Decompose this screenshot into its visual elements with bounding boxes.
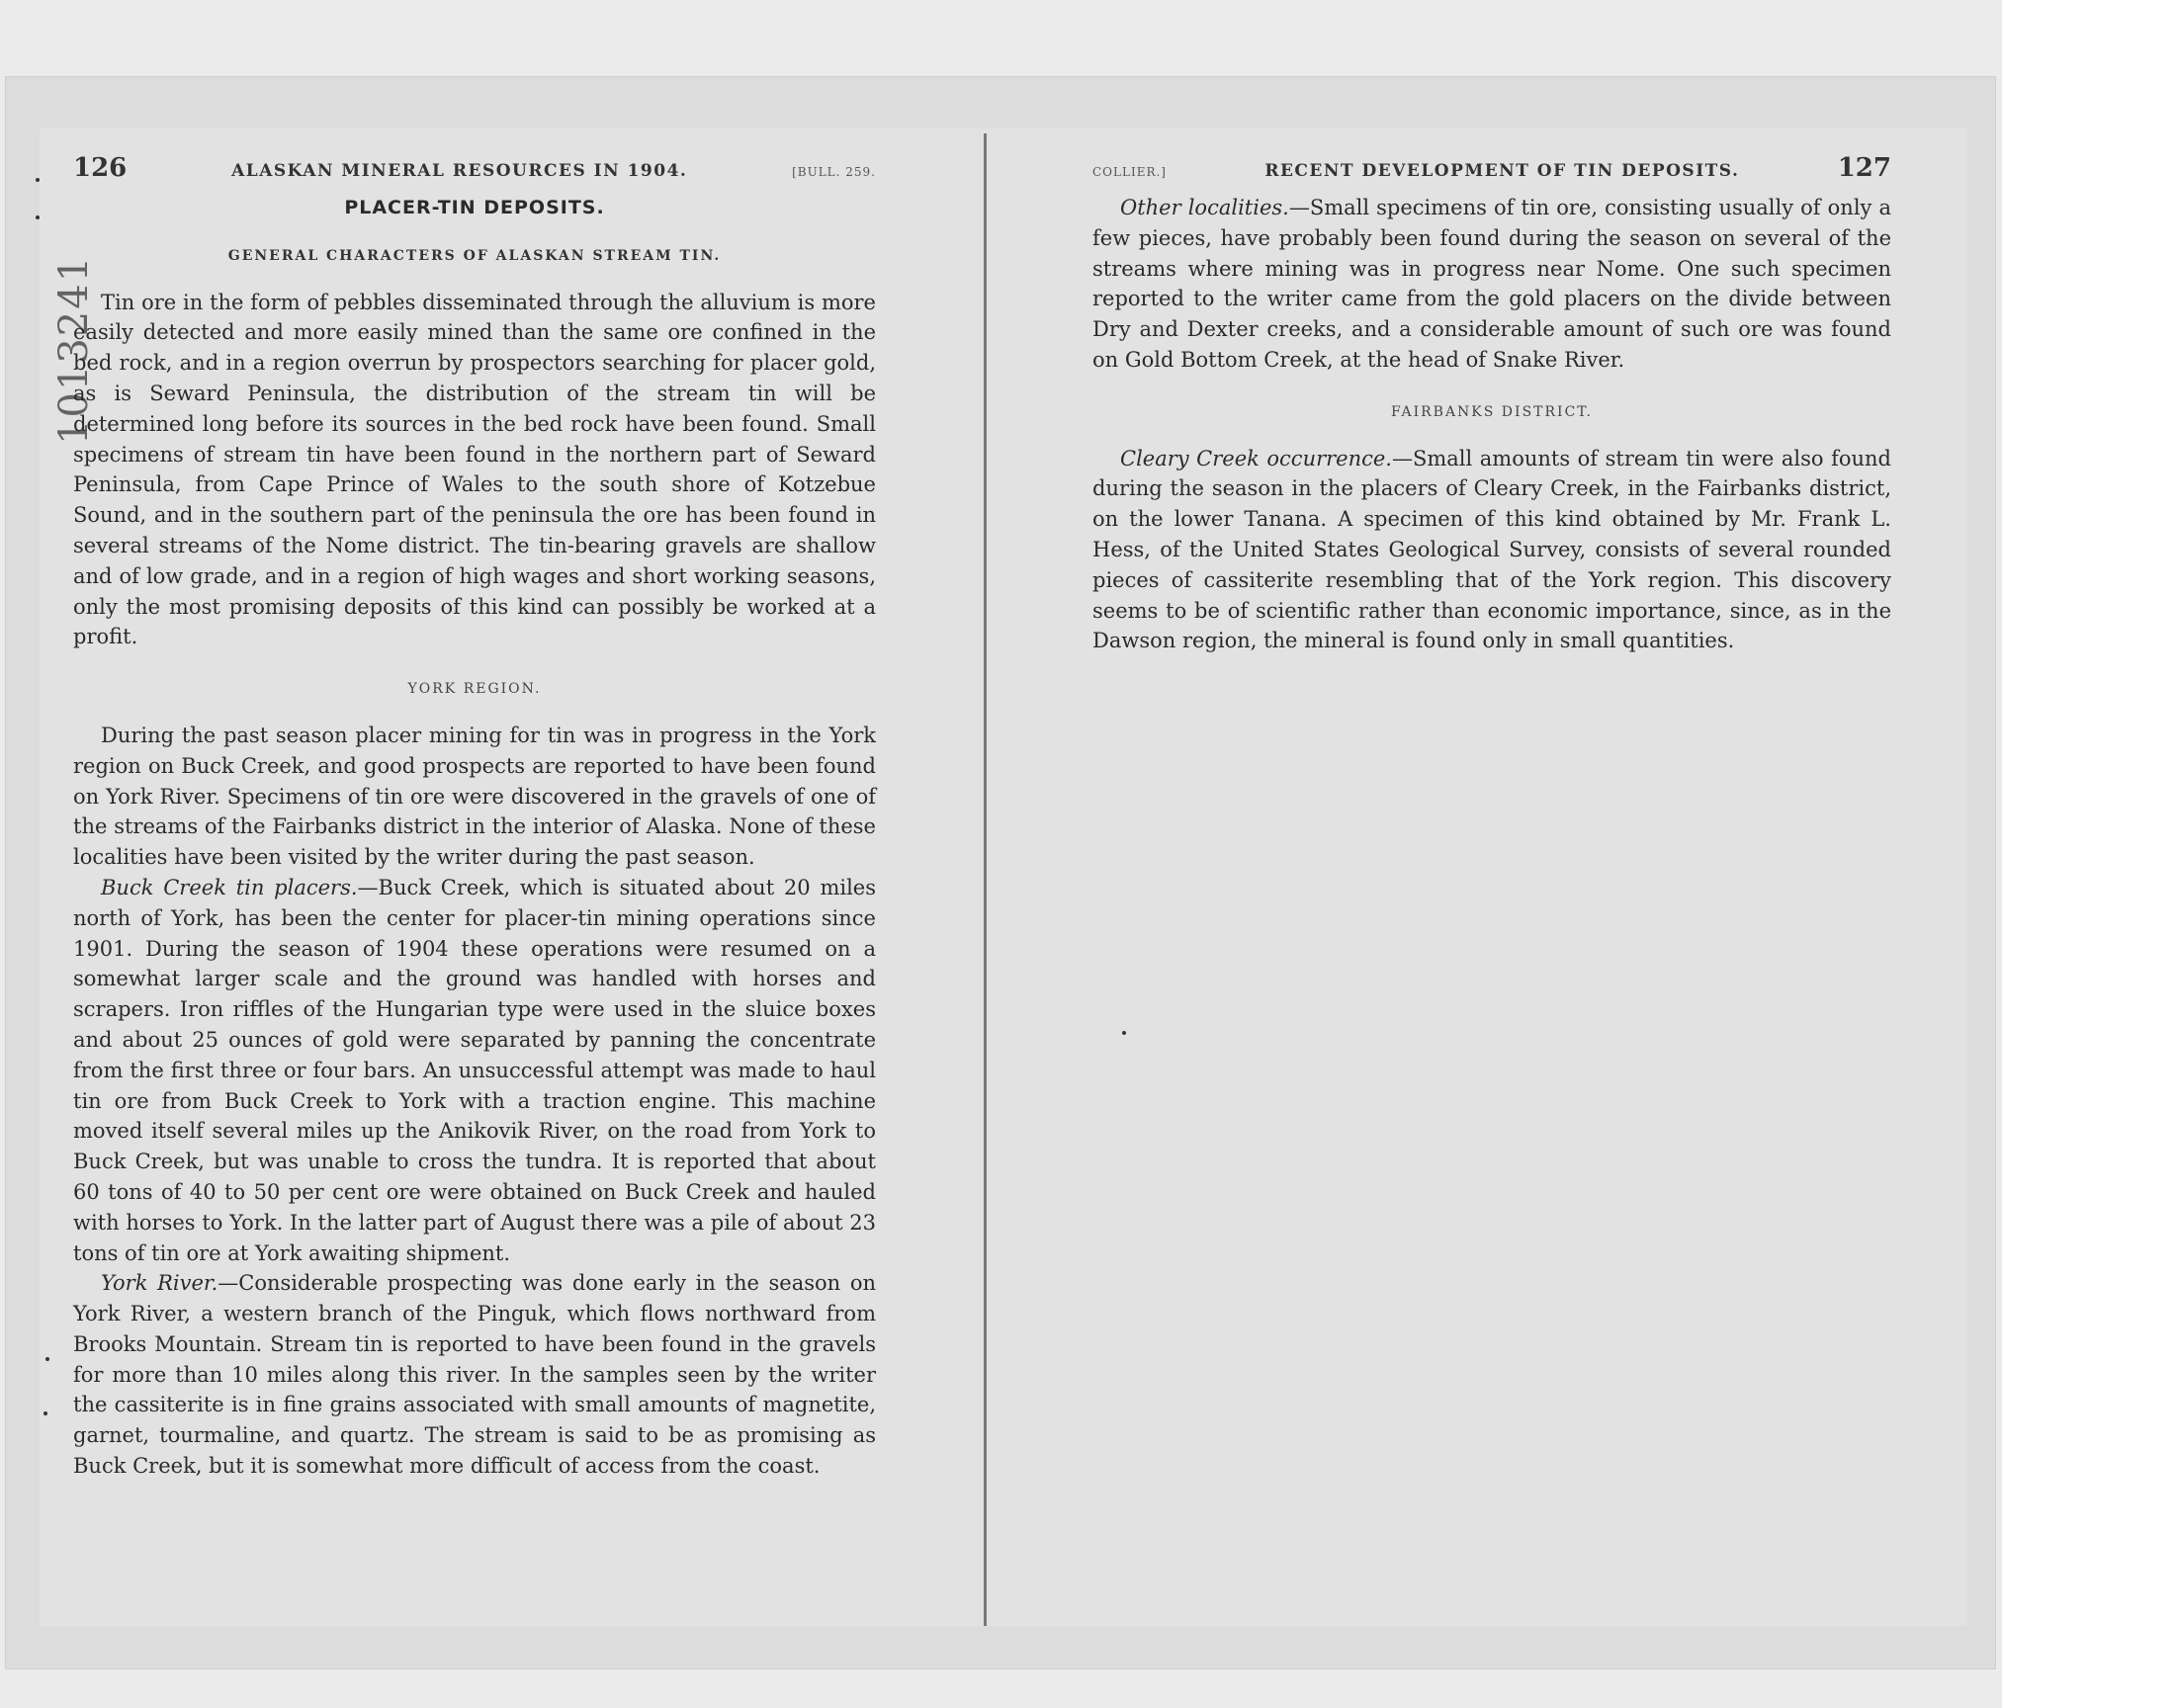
paragraph-cleary-creek (1092, 444, 1891, 657)
running-head-left: ALASKAN MINERAL RESOURCES IN 1904. (231, 161, 688, 181)
paragraph-other-localities (1092, 193, 1891, 376)
subhead-york: YORK REGION. (407, 681, 542, 698)
right-running-header (1092, 153, 1891, 183)
right-page (1092, 153, 1891, 656)
text-other-localities: —Small specimens of tin ore, consisting usually of only a few pieces, have probably been found during the season on several of the streams where mining was in progress near Nome. One such specimen reported to the writer came from the gold placers on the divide between Dry and Dexter creeks, and a considerable amount of such ore was found on Gold Bottom Creek, at the head of Snake River. (1092, 196, 1891, 372)
page-number-left: 126 (73, 153, 128, 183)
margin-handwritten-number: 1013241 (51, 254, 97, 445)
paragraph-york-river (73, 1268, 876, 1482)
lead-cleary-creek: Cleary Creek occurrence. (1120, 446, 1392, 470)
scan-speck (45, 1357, 49, 1361)
left-page (73, 153, 876, 1482)
lead-buck-creek: Buck Creek tin placers. (101, 875, 358, 899)
scan-speck (44, 1411, 47, 1415)
text-buck-creek: —Buck Creek, which is situated about 20 miles north of York, has been the center for placer-tin mining operations since 1901. During the season of 1904 these operations were resumed on a somewhat larger scale and the ground was handled with horses and scrapers. Iron riffles of the Hungarian type were used in the sluice boxes and about 25 ounces of gold were separated by panning the concentrate from the first three or four bars. An unsuccessful attempt was made to haul tin ore from Buck Creek to York with a traction engine. This machine moved itself several miles up the Anikovik River, on the road from York to Buck Creek, but was unable to cross the tundra. It is reported that about 60 tons of 40 to 50 per cent ore were obtained on Buck Creek and hauled with horses to York. In the latter part of August there was a pile of about 23 tons of tin ore at York awaiting shipment. (73, 875, 876, 1265)
text-cleary-creek: —Small amounts of stream tin were also found during the season in the placers of Cleary Creek, in the Fairbanks district, on the lower Tanana. A specimen of this kind obtained by Mr. Frank L. Hess, of the United States Geological Survey, consists of several rounded pieces of cassiterite resembling that of the York region. This discovery seems to be of scientific rather than economic importance, since, as in the Dawson region, the mineral is found only in small quantities. (1092, 446, 1891, 653)
scan-speck (36, 215, 40, 219)
scan-speck (1122, 1031, 1126, 1035)
subhead-general: GENERAL CHARACTERS OF ALASKAN STREAM TIN. (227, 247, 722, 264)
section-title: PLACER-TIN DEPOSITS. (344, 197, 605, 218)
lead-york-river: York River. (101, 1271, 218, 1296)
paragraph-general: Tin ore in the form of pebbles disseminated through the alluvium is more easily detected and more easily mined than the same ore confined in the bed rock, and in a region overrun by prospectors searching for placer gold, as is Seward Peninsula, the distribution of the stream tin will be determined long before its sources in the bed rock have been found. Small specimens of stream tin have been found in the northern part of Seward Peninsula, from Cape Prince of Wales to the south shore of Kotzebue Sound, and in the southern part of the peninsula the ore has been found in several streams of the Nome district. The tin-bearing gravels are shallow and of low grade, and in a region of high wages and short working seasons, only the most promising deposits of this kind can possibly be worked at a profit. (73, 290, 876, 649)
running-note-left: [BULL. 259. (792, 165, 876, 179)
running-note-right: COLLIER.] (1092, 165, 1167, 179)
scan-speck (36, 178, 40, 182)
page-number-right: 127 (1837, 153, 1891, 183)
paragraph-buck-creek (73, 873, 876, 1268)
book-gutter (984, 133, 987, 1626)
lead-other-localities: Other localities. (1120, 196, 1289, 219)
running-head-right: RECENT DEVELOPMENT OF TIN DEPOSITS. (1264, 161, 1740, 181)
left-running-header (73, 153, 876, 183)
paragraph-york-region: During the past season placer mining for tin was in progress in the York region on Buck Creek, and good prospects are reported to have been found on York River. Specimens of tin ore were discovered in the gravels of one of the streams of the Fairbanks district in the interior of Alaska. None of these localities have been visited by the writer during the past season. (73, 723, 876, 870)
blank-strip (2002, 0, 2175, 1708)
text-york-river: —Considerable prospecting was done early in the season on York River, a western branch of the Pinguk, which flows northward from Brooks Mountain. Stream tin is reported to have been found in the gravels for more than 10 miles along this river. In the samples seen by the writer the cassiterite is in fine grains associated with small amounts of magnetite, garnet, tourmaline, and quartz. The stream is said to be as promising as Buck Creek, but it is somewhat more difficult of access from the coast. (73, 1271, 876, 1479)
subhead-fairbanks: FAIRBANKS DISTRICT. (1390, 403, 1594, 420)
